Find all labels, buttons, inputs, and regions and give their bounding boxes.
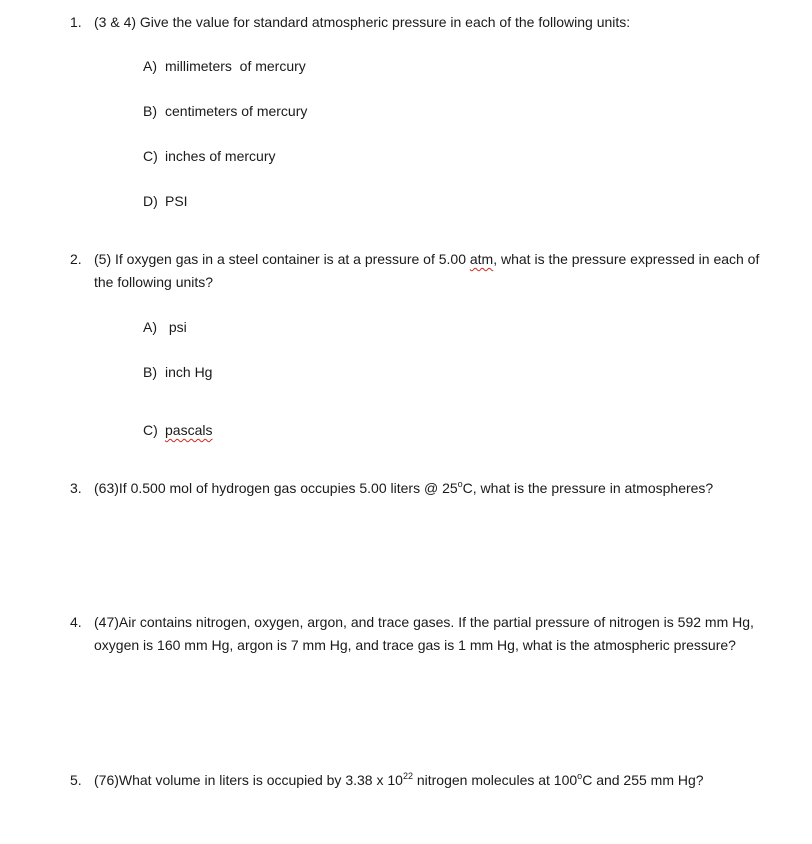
degree-superscript: o <box>577 771 583 781</box>
question-text-part: (63)If 0.500 mol of hydrogen gas occupies 5.00 liters @ 25 <box>94 480 458 496</box>
question-text-part: (76)What volume in liters is occupied by 3.38 x 10 <box>94 772 403 788</box>
question-text <box>94 477 775 500</box>
part-text: PSI <box>165 193 188 209</box>
question-2-part-b <box>143 362 212 382</box>
part-text: inch Hg <box>165 364 213 380</box>
question-1-part-a <box>143 56 306 76</box>
part-letter: B) <box>143 103 157 119</box>
question-text <box>94 769 775 792</box>
exponent-superscript: 22 <box>402 771 413 781</box>
part-letter: C) <box>143 148 158 164</box>
question-number: 4. <box>70 614 82 630</box>
question-5 <box>70 769 775 792</box>
question-1-part-d <box>143 191 188 211</box>
question-2-part-a <box>143 317 187 337</box>
question-3 <box>70 477 775 500</box>
question-2 <box>70 248 775 294</box>
question-text <box>94 248 775 294</box>
part-text: centimeters of mercury <box>165 103 308 119</box>
question-text-part: C, what is the pressure in atmospheres? <box>462 480 714 496</box>
part-letter: D) <box>143 193 158 209</box>
part-text: psi <box>165 319 187 335</box>
part-text: inches of mercury <box>165 148 276 164</box>
question-4 <box>70 611 775 657</box>
question-text-part: , what is the pressure expressed in each of the following units? <box>94 251 760 290</box>
question-number: 2. <box>70 251 82 267</box>
part-letter: A) <box>143 58 157 74</box>
spellcheck-flagged-word: atm <box>469 251 494 267</box>
question-text-part: (5) If oxygen gas in a steel container is at a pressure of 5.00 <box>94 251 470 267</box>
question-number: 1. <box>70 14 82 30</box>
spellcheck-flagged-word: pascals <box>165 422 213 438</box>
question-number: 5. <box>70 772 82 788</box>
question-2-part-c <box>143 420 212 440</box>
question-1-part-c <box>143 146 275 166</box>
part-letter: A) <box>143 319 157 335</box>
question-1-part-b <box>143 101 307 121</box>
part-letter: B) <box>143 364 157 380</box>
question-text-part: C and 255 mm Hg? <box>582 772 704 788</box>
degree-superscript: o <box>457 479 463 489</box>
question-text: (47)Air contains nitrogen, oxygen, argon, and trace gases. If the partial pressure of nitrogen is 592 mm Hg, oxygen is 160 mm Hg, argon is 7 mm Hg, and trace gas is 1 mm Hg, what is the atmospheric pressure? <box>94 614 754 653</box>
question-number: 3. <box>70 480 82 496</box>
question-text-part: nitrogen molecules at 100 <box>412 772 578 788</box>
part-text: millimeters of mercury <box>165 58 306 74</box>
question-text: (3 & 4) Give the value for standard atmospheric pressure in each of the following units: <box>94 14 631 30</box>
question-1 <box>70 11 775 34</box>
part-letter: C) <box>143 422 158 438</box>
